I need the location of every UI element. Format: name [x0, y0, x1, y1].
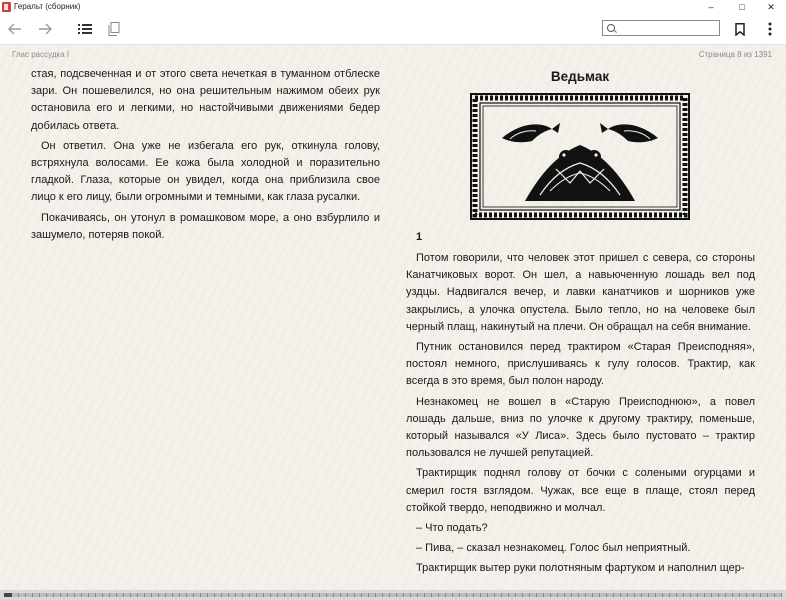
bookmarks-list-button[interactable]	[105, 20, 123, 38]
search-icon	[607, 24, 615, 32]
table-of-contents-icon	[78, 23, 92, 35]
reader-toolbar	[0, 14, 786, 45]
back-arrow-icon	[8, 23, 22, 35]
paragraph: Покачиваясь, он утонул в ромашковом море, а оно взбурлило и зашумело, потеряв покой.	[31, 211, 380, 241]
paragraph: Потом говорили, что человек этот пришел с севера, со стороны Канатчиковых ворот. Он шел, а навьюченную лошадь вел под уздцы. Надвигался вечер, и лавки канатчиков и шорников уже закрылись, а улочка опустела. Было тепло, но на человеке был черный плащ, накинутый на плечи. Он обращал на себя внимание.	[406, 252, 755, 333]
table-of-contents-button[interactable]	[76, 20, 94, 38]
bookmarks-list-icon	[108, 22, 120, 36]
paragraph: Незнакомец не вошел в «Старую Преисподнюю», а повел лошадь дальше, вниз по улочке к другому трактиру, поменьше, который назывался «У Лиса». Здесь было пустовато – трактир пользовался не лучшей репутацией.	[406, 395, 755, 460]
app-icon	[2, 2, 11, 12]
progress-fill	[4, 593, 12, 597]
forward-arrow-icon	[38, 23, 52, 35]
page-progress-bar[interactable]	[0, 590, 786, 600]
chapter-ornament-illustration	[470, 93, 690, 220]
window-title: Геральт (сборник)	[14, 2, 81, 11]
paragraph: Он ответил. Она уже не избегала его рук, откинула голову, встряхнула волосами. Ее кожа была холодной и поразительно гладкой. Глаза, которые он увидел, когда она приблизила свое лицо к его лицу, были огромными и темными, как глаза русалки.	[31, 139, 380, 204]
paragraph: Трактирщик вытер руки полотняным фартуком и наполнил щер-	[416, 562, 745, 575]
bookmark-icon	[735, 23, 745, 36]
paragraph: Путник остановился перед трактиром «Старая Преисподняя», постоял немного, прислушиваясь к гулу голосов. Трактир, как всегда в это время, был полон народу.	[406, 341, 755, 388]
running-head: Глас рассудка I	[12, 50, 70, 59]
left-page-text	[31, 66, 380, 247]
progress-track[interactable]	[4, 593, 782, 597]
forward-button[interactable]	[36, 20, 54, 38]
book-spread[interactable]	[0, 45, 786, 590]
chapter-title: Ведьмак	[550, 69, 610, 84]
dialogue-line: – Что подать?	[416, 522, 488, 535]
search-field[interactable]	[602, 20, 720, 36]
more-options-button[interactable]	[761, 20, 779, 38]
more-vertical-icon	[768, 22, 772, 36]
back-button[interactable]	[6, 20, 24, 38]
page-indicator: Страница 8 из 1391	[698, 50, 772, 59]
dialogue-line: – Пива, – сказал незнакомец. Голос был неприятный.	[416, 542, 691, 555]
paragraph: стая, подсвеченная и от этого света нечеткая в туманном отблеске зари. Он пошевелился, но она решительным нажимом обеих рук остановила его и легкими, но настойчивыми движениями бедер добилась ответа.	[31, 68, 380, 132]
close-button[interactable]: ✕	[767, 2, 775, 12]
progress-ticks	[4, 593, 782, 597]
paragraph: Трактирщик поднял голову от бочки с солеными огурцами и смерил гостя взглядом. Чужак, все еще в плаще, стоял перед стойкой твердо, неподвижно и молчал.	[406, 467, 755, 514]
search-input[interactable]	[619, 21, 717, 35]
chapter-number: 1	[416, 231, 423, 243]
minimize-button[interactable]: –	[708, 2, 714, 12]
bookmark-button[interactable]	[731, 20, 749, 38]
right-page-text	[406, 250, 755, 581]
window-titlebar	[0, 0, 786, 14]
maximize-button[interactable]: □	[739, 2, 745, 12]
